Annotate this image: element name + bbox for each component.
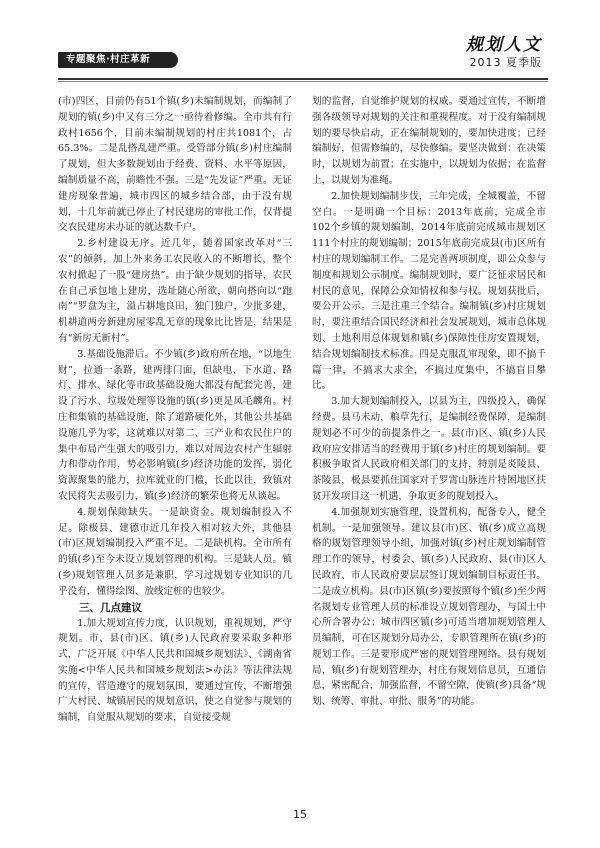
paragraph: 划的监督，自觉维护规划的权威。要通过宣传，不断增强各级领导对规划的关注和重视程度。对于没有编制规划的要尽快启动，正在编制规划的，要加快进度；已经编制好，但需修编的，尽快修编。要坚决做到：在决策时，以规划为前置；在实施中，以规划为依据；在监督上，以规划为准绳。 bbox=[312, 96, 546, 186]
paragraph: 3.加大规划编制投入，以县为主，四级投入，确保经费。县马未动，粮草先行，是编制经费保障，是编制规划必不可少的前提条件之一。县(市)区、镇(乡)人民政府应安排适当的经费用于镇(乡)村庄的规划编制。要积极争取省人民政府相关部门的支持，特别是炎陵县、茶陵县，极县要抓住国家对于罗霄山脉连片特困地区扶贫开发项目这一机遇，争取更多的规划投入。 bbox=[312, 396, 546, 502]
column-banner: 专题聚焦·村庄革新 bbox=[58, 52, 178, 68]
section-heading: 三、几点建议 bbox=[79, 601, 142, 614]
page-number: 15 bbox=[293, 808, 307, 821]
paragraph: 2.加快规划编制步伐，三年完成，全城覆盖，不留空白。一是明确一个目标：2013年底前，完成全市102个乡镇的规划编制，2014年底前完成城市规划区111个村庄的规划编制；2015年底前完成县(市)区所有村庄的规划编制工作。二是完善两项制度，即公众参与制度和规划公示制度。编制规划时，要广泛征求居民和村民的意见，保障公众知情权和参与权。规划获批后，要公开公示。三是注重三个结合。编制镇(乡)村庄规划时，要注重结合国民经济和社会发展规划，城市总体规划、土地利用总体规划和镇(乡)保障性住房安置规划，结合规划编制技术标准。四是克服乱审现象，即不搞千篇一律，不搞求大求全，不搞过度集中，不搞盲目攀比。 bbox=[312, 190, 546, 392]
magazine-issue: 2013 夏季版 bbox=[469, 56, 542, 69]
paragraph: 1.加大规划宣传力度，认识规划，重视规划，严守规划。市、县(市)区、镇(乡)人民政府要采取多种形式，广泛开展《中华人民共和国城乡规划法》、《湖南省实施<中华人民共和国城乡规划法>办法》等法律法规的宣传，营造遵守的规划氛围，要通过宣传，不断增强广大村民、城镇居民的规划意识，使之自觉参与规划的编制，自觉服从规划的要求，自觉接受规 bbox=[58, 617, 292, 724]
right-text-column bbox=[312, 94, 546, 794]
left-text-column bbox=[58, 94, 292, 794]
header-rule-thin bbox=[58, 81, 548, 82]
paragraph: 4.加强规划实施管理，设置机构，配备专人，健全机制。一是加强领导。建议县(市)区、镇(乡)成立高规格的规划管理领导小组，加强对镇(乡)村庄规划编制管理工作的领导，村委会、镇(乡)人民政府、县(市)区人民政府、市人民政府要层层签订规划编制目标责任书。二是成立机构。县(市)区镇(乡)要按照每个镇(乡)至少两名规划专业管理人员的标准设立规划管理办，与国土中心所合署办公；城市四区镇(乡)可适当增加规划管理人员编制，可在区规划分局办公，专职管理所在镇(乡)的规划工作。三是要形成严密的规划管理网络。县有规划局，镇(乡)有规划管理办，村庄有规划信息员，互通信息，紧密配合，加强监督，不留空隙，使镇(乡)具备“规划、统筹、审批、审批、服务”的功能。 bbox=[312, 506, 546, 708]
paragraph: (市)四区，目前仍有51个镇(乡)未编制规划，而编制了规划的镇(乡)中又有三分之一亟待着修编。全市共有行政村1656个，目前未编制规划的村庄共1081个，占65.3%。二是乱搭乱建严重。受管部分镇(乡)村庄编制了规划，但大多数规划由于经费、资料、水平等原因，编制质量不高，前瞻性不强。三是“先发证”严重。无证建房现象普遍，城市四区的城乡结合部，由于没有规划，十几年前就已停止了村民建房的审批工作，仅背提交农民建房未办证的就达数千户。 bbox=[58, 96, 292, 234]
paragraph: 4.规划保障缺失。一是缺资金。规划编制投入不足。除极县、建德市近几年投入相对较大外，其他县(市)区规划编制投入严重不足。二是缺机构。全市所有的镇(乡)至今未设立规划管理的机构。三是缺人员。镇(乡)规划管理人员多是兼职，学习过规划专业知识的几乎没有，懂得绘图、放线定桩的也较少。 bbox=[58, 506, 292, 597]
header-rule bbox=[58, 78, 548, 80]
magazine-title: 规划人文 bbox=[466, 35, 542, 55]
paragraph: 2.乡村建设无序。近几年，随着国家改革对“三农”的倾斜，加上外来务工农民收入的不断增长，整个农村掀起了一股“建房热”。由于缺少规划的指导，农民在自己承包地上建房，选址随心所欲，朝向搭向以“跑南”“罗盘为主，溢占耕地良田，独门独户，少批多建，机耕道两旁新建房屋零乱无章的现象比比皆是，结果是有“新房无新村”。 bbox=[58, 238, 292, 344]
paragraph: 3.基础设施滞后。不少镇(乡)政府所在地，“以地生财”，拉通一条路，建两排门面，但缺电、下水道、路灯、排水、绿化等市政基础设施大都没有配套完善，建设了污水、垃圾处理等设施的镇(乡)更是凤毛麟角。村庄和集镇的基础设施，除了道路硬化外，其他公共基础设施几乎为零，这就难以对第二、三产业和农民住户的集中布局产生强大的吸引力，难以对周边农村产生辐射力和带动作用，势必影响镇(乡)经济功能的发挥，弱化资源聚集的能力，拉库就业的门槛，长此以往，致镇对农民将失去吸引力，镇(乡)经济的繁荣也将无从谈起。 bbox=[58, 348, 292, 502]
